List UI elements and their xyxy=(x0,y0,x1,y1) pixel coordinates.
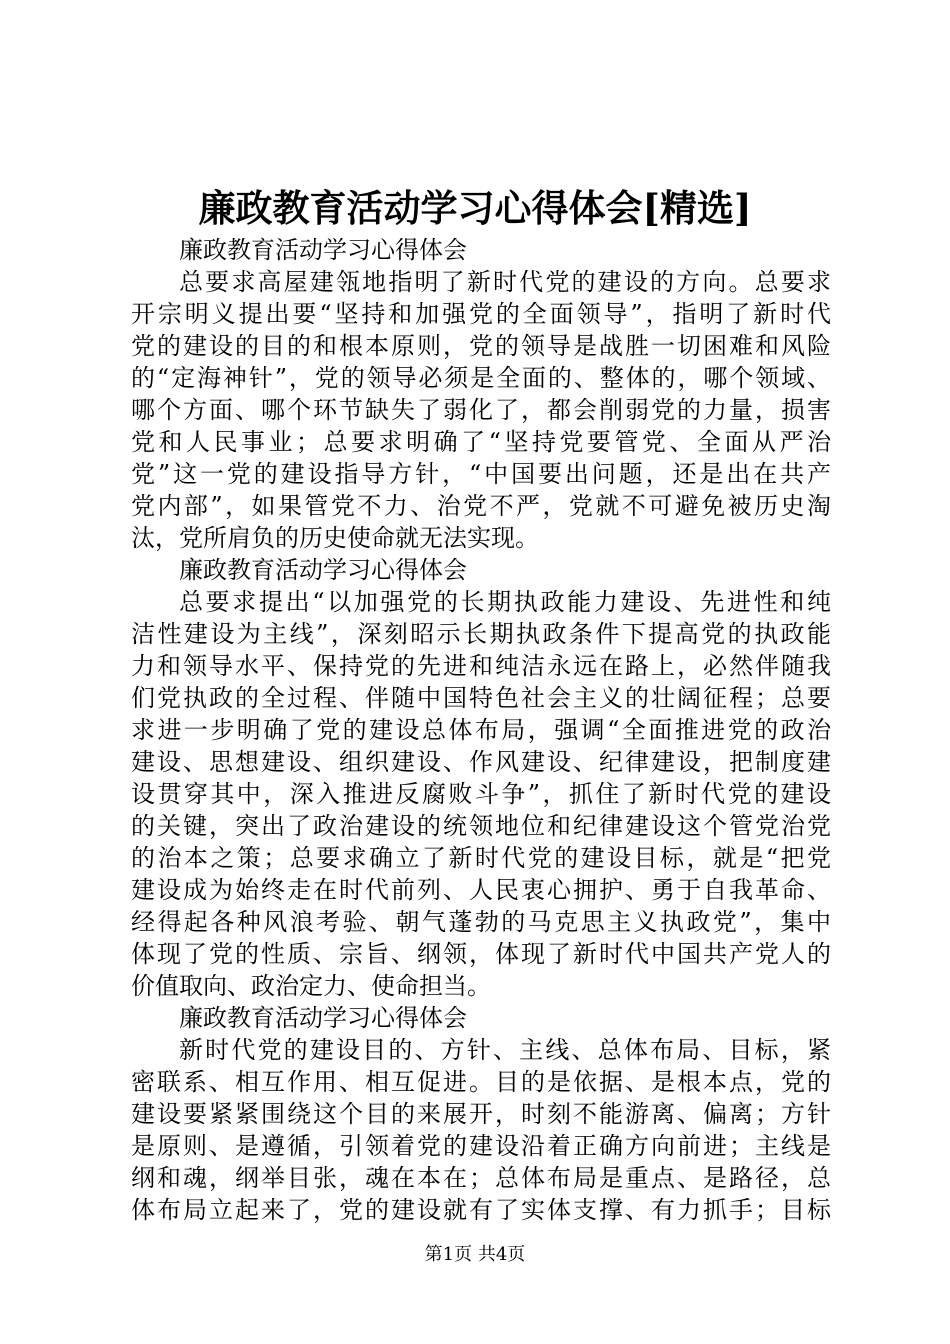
paragraph-line: 的关键，突出了政治建设的统领地位和纪律建设这个管党治党 xyxy=(131,812,831,840)
paragraph-line: 洁性建设为主线”，深刻昭示长期执政条件下提高党的执政能 xyxy=(131,620,831,648)
paragraph-line: 的治本之策；总要求确立了新时代党的建设目标，就是“把党 xyxy=(131,844,831,872)
paragraph-line: 建设要紧紧围绕这个目的来展开，时刻不能游离、偏离；方针 xyxy=(131,1100,831,1128)
paragraph-line: 总要求提出“以加强党的长期执政能力建设、先进性和纯 xyxy=(179,588,831,616)
paragraph-line: 党内部”，如果管党不力、治党不严，党就不可避免被历史淘 xyxy=(131,492,831,520)
paragraph-line: 总要求高屋建瓴地指明了新时代党的建设的方向。总要求 xyxy=(179,268,831,296)
paragraph-line: 价值取向、政治定力、使命担当。 xyxy=(131,972,491,1000)
paragraph-line: 体现了党的性质、宗旨、纲领，体现了新时代中国共产党人的 xyxy=(131,940,831,968)
paragraph-line: 开宗明义提出要“坚持和加强党的全面领导”，指明了新时代 xyxy=(131,300,831,328)
section-heading: 廉政教育活动学习心得体会 xyxy=(179,556,467,584)
paragraph-line: 汰，党所肩负的历史使命就无法实现。 xyxy=(131,524,539,552)
paragraph-line: 经得起各种风浪考验、朝气蓬勃的马克思主义执政党”，集中 xyxy=(131,908,831,936)
paragraph-line: 的“定海神针”，党的领导必须是全面的、整体的，哪个领域、 xyxy=(131,364,831,392)
paragraph-line: 密联系、相互作用、相互促进。目的是依据、是根本点，党的 xyxy=(131,1068,831,1096)
section-heading: 廉政教育活动学习心得体会 xyxy=(179,236,467,264)
paragraph-line: 建设、思想建设、组织建设、作风建设、纪律建设，把制度建 xyxy=(131,748,831,776)
paragraph-line: 党和人民事业；总要求明确了“坚持党要管党、全面从严治 xyxy=(131,428,831,456)
paragraph-line: 体布局立起来了，党的建设就有了实体支撑、有力抓手；目标 xyxy=(131,1196,831,1224)
paragraph-line: 力和领导水平、保持党的先进和纯洁永远在路上，必然伴随我 xyxy=(131,652,831,680)
section-heading: 廉政教育活动学习心得体会 xyxy=(179,1004,467,1032)
paragraph-line: 哪个方面、哪个环节缺失了弱化了，都会削弱党的力量，损害 xyxy=(131,396,831,424)
paragraph-line: 纲和魂，纲举目张，魂在本在；总体布局是重点、是路径，总 xyxy=(131,1164,831,1192)
paragraph-line: 建设成为始终走在时代前列、人民衷心拥护、勇于自我革命、 xyxy=(131,876,831,904)
page-footer: 第1页 共4页 xyxy=(424,1244,526,1265)
paragraph-line: 求进一步明确了党的建设总体布局，强调“全面推进党的政治 xyxy=(131,716,831,744)
document-body xyxy=(131,234,831,1226)
paragraph-line: 新时代党的建设目的、方针、主线、总体布局、目标，紧 xyxy=(179,1036,831,1064)
paragraph-line: 设贯穿其中，深入推进反腐败斗争”，抓住了新时代党的建设 xyxy=(131,780,831,808)
paragraph-line: 党”这一党的建设指导方针，“中国要出问题，还是出在共产 xyxy=(131,460,831,488)
document-title: 廉政教育活动学习心得体会[精选] xyxy=(198,186,752,230)
paragraph-line: 党的建设的目的和根本原则，党的领导是战胜一切困难和风险 xyxy=(131,332,831,360)
paragraph-line: 们党执政的全过程、伴随中国特色社会主义的壮阔征程；总要 xyxy=(131,684,831,712)
paragraph-line: 是原则、是遵循，引领着党的建设沿着正确方向前进；主线是 xyxy=(131,1132,831,1160)
